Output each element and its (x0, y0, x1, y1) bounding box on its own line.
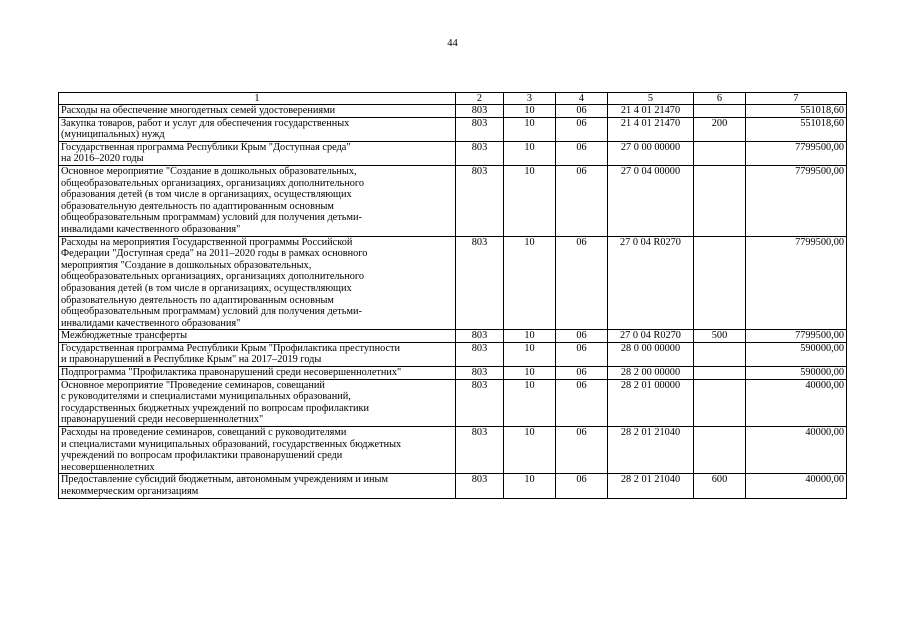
row-name: Закупка товаров, работ и услуг для обеспечения государственных (муниципальных) нужд (59, 117, 456, 141)
table-row (59, 141, 847, 165)
row-name: Межбюджетные трансферты (59, 330, 456, 343)
table-row (59, 427, 847, 474)
header-col-5: 5 (608, 93, 694, 105)
row-expense-type: 500 (694, 330, 746, 343)
row-target-article: 27 0 00 00000 (608, 141, 694, 165)
row-amount: 40000,00 (746, 427, 847, 474)
row-expense-type (694, 367, 746, 380)
header-col-1: 1 (59, 93, 456, 105)
row-name: Основное мероприятие "Создание в дошкольных образовательных, общеобразовательных организациях, организациях дополнительного образования детей (в том числе в организациях, осуществляющих образовательную деятельность по адаптированным основным общеобразовательным программам) условий для получения детьми- инвалидами качественного образования" (59, 165, 456, 236)
row-name: Основное мероприятие "Проведение семинаров, совещаний с руководителями и специалистами муниципальных образований, государственных бюджетных учреждений по вопросам профилактики правонарушений среди несовершеннолетних" (59, 379, 456, 426)
header-row (59, 93, 847, 105)
table-row (59, 379, 847, 426)
row-amount: 590000,00 (746, 367, 847, 380)
header-col-3: 3 (504, 93, 556, 105)
row-amount: 551018,60 (746, 105, 847, 118)
row-name: Расходы на обеспечение многодетных семей удостоверениями (59, 105, 456, 118)
row-ministry-code: 803 (456, 236, 504, 330)
table-row (59, 367, 847, 380)
row-subsection: 06 (556, 427, 608, 474)
row-amount: 40000,00 (746, 474, 847, 498)
row-subsection: 06 (556, 379, 608, 426)
row-section: 10 (504, 117, 556, 141)
row-expense-type (694, 379, 746, 426)
row-amount: 7799500,00 (746, 141, 847, 165)
row-amount: 7799500,00 (746, 165, 847, 236)
header-col-7: 7 (746, 93, 847, 105)
row-subsection: 06 (556, 165, 608, 236)
row-target-article: 28 0 00 00000 (608, 342, 694, 366)
row-subsection: 06 (556, 342, 608, 366)
page-number: 44 (447, 38, 458, 49)
row-subsection: 06 (556, 474, 608, 498)
row-target-article: 28 2 00 00000 (608, 367, 694, 380)
row-subsection: 06 (556, 117, 608, 141)
row-subsection: 06 (556, 141, 608, 165)
row-expense-type (694, 165, 746, 236)
row-section: 10 (504, 379, 556, 426)
row-subsection: 06 (556, 367, 608, 380)
row-expense-type: 200 (694, 117, 746, 141)
row-name: Расходы на проведение семинаров, совещаний с руководителями и специалистами муниципальных образований, государственных бюджетных учреждений по вопросам профилактики правонарушений среди несовершеннолетних (59, 427, 456, 474)
header-col-4: 4 (556, 93, 608, 105)
row-ministry-code: 803 (456, 105, 504, 118)
row-amount: 7799500,00 (746, 330, 847, 343)
row-expense-type (694, 342, 746, 366)
row-ministry-code: 803 (456, 427, 504, 474)
row-section: 10 (504, 330, 556, 343)
row-section: 10 (504, 165, 556, 236)
row-ministry-code: 803 (456, 141, 504, 165)
row-target-article: 28 2 01 21040 (608, 427, 694, 474)
row-section: 10 (504, 342, 556, 366)
table-row (59, 105, 847, 118)
row-section: 10 (504, 367, 556, 380)
row-amount: 40000,00 (746, 379, 847, 426)
row-ministry-code: 803 (456, 165, 504, 236)
row-target-article: 28 2 01 21040 (608, 474, 694, 498)
row-section: 10 (504, 141, 556, 165)
header-col-2: 2 (456, 93, 504, 105)
row-subsection: 06 (556, 330, 608, 343)
row-ministry-code: 803 (456, 367, 504, 380)
row-amount: 551018,60 (746, 117, 847, 141)
header-col-6: 6 (694, 93, 746, 105)
table-row (59, 165, 847, 236)
row-amount: 7799500,00 (746, 236, 847, 330)
row-target-article: 27 0 04 R0270 (608, 236, 694, 330)
row-ministry-code: 803 (456, 117, 504, 141)
row-target-article: 28 2 01 00000 (608, 379, 694, 426)
row-target-article: 27 0 04 R0270 (608, 330, 694, 343)
table-row (59, 330, 847, 343)
row-ministry-code: 803 (456, 379, 504, 426)
row-expense-type (694, 105, 746, 118)
row-expense-type (694, 236, 746, 330)
table-row (59, 236, 847, 330)
row-ministry-code: 803 (456, 342, 504, 366)
row-ministry-code: 803 (456, 330, 504, 343)
row-target-article: 21 4 01 21470 (608, 105, 694, 118)
table-row (59, 117, 847, 141)
row-expense-type (694, 427, 746, 474)
row-expense-type (694, 141, 746, 165)
row-name: Подпрограмма "Профилактика правонарушений среди несовершеннолетних" (59, 367, 456, 380)
row-name: Предоставление субсидий бюджетным, автономным учреждениям и иным некоммерческим организациям (59, 474, 456, 498)
row-expense-type: 600 (694, 474, 746, 498)
row-name: Государственная программа Республики Крым "Профилактика преступности и правонарушений в Республике Крым" на 2017–2019 годы (59, 342, 456, 366)
row-section: 10 (504, 474, 556, 498)
budget-table (58, 92, 847, 499)
row-subsection: 06 (556, 236, 608, 330)
table-row (59, 342, 847, 366)
row-amount: 590000,00 (746, 342, 847, 366)
row-ministry-code: 803 (456, 474, 504, 498)
row-section: 10 (504, 236, 556, 330)
row-name: Расходы на мероприятия Государственной программы Российской Федерации "Доступная среда" на 2011–2020 годы в рамках основного мероприятия "Создание в дошкольных образовательных, общеобразовательных организациях, организациях дополнительного образования детей (в том числе в организациях, осуществляющих образовательную деятельность по адаптированным основным общеобразовательным программам) условий для получения детьми- инвалидами качественного образования" (59, 236, 456, 330)
row-section: 10 (504, 427, 556, 474)
row-target-article: 27 0 04 00000 (608, 165, 694, 236)
row-section: 10 (504, 105, 556, 118)
row-target-article: 21 4 01 21470 (608, 117, 694, 141)
row-subsection: 06 (556, 105, 608, 118)
table-row (59, 474, 847, 498)
row-name: Государственная программа Республики Крым "Доступная среда" на 2016–2020 годы (59, 141, 456, 165)
